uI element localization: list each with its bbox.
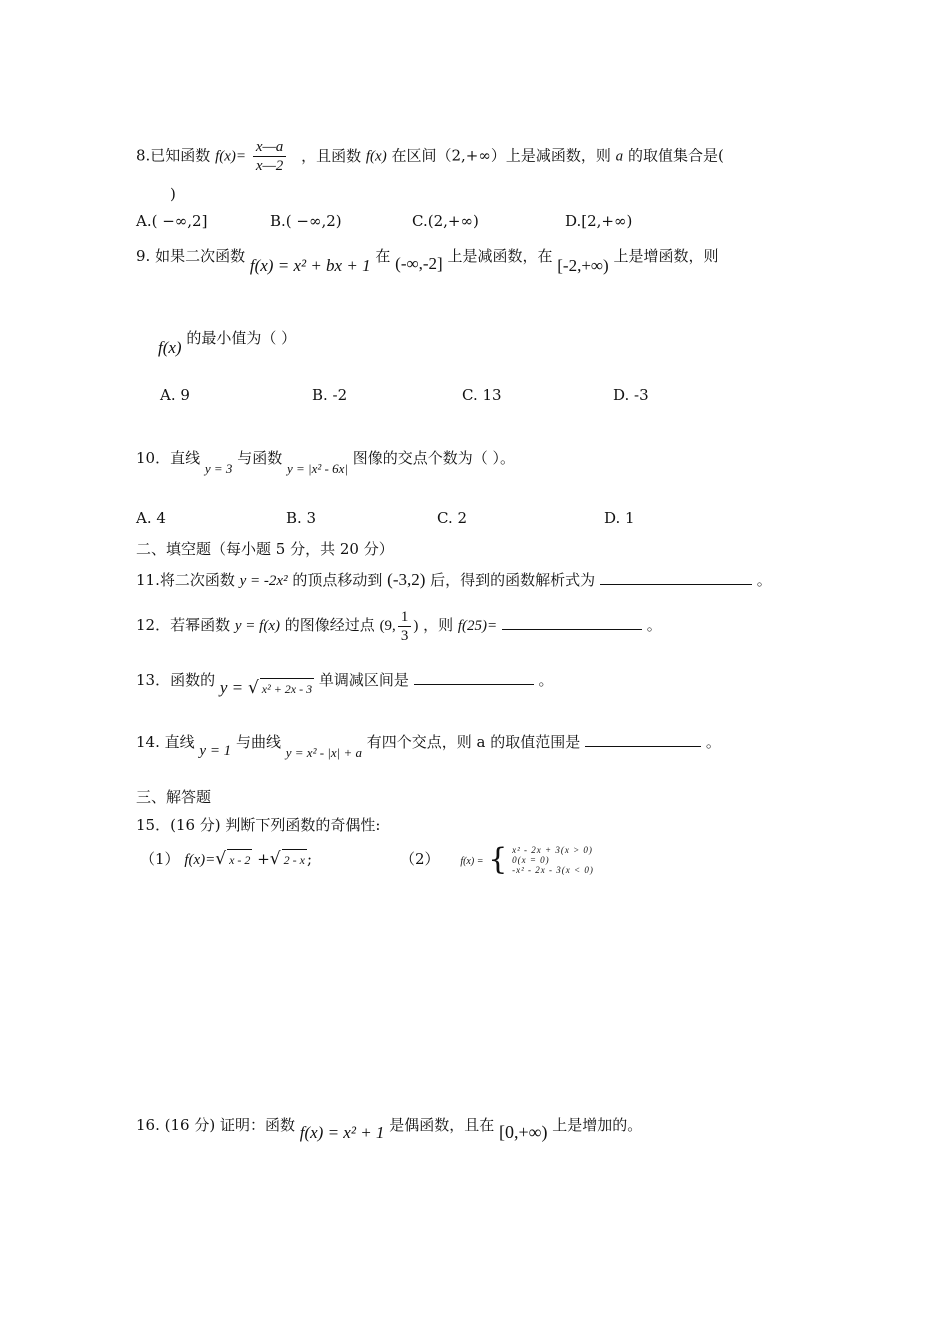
q9-prefix: 9. 如果二次函数 <box>136 247 246 265</box>
q8-fraction <box>253 138 287 175</box>
q9-option-d: D. -3 <box>613 386 649 404</box>
q8-close: ) <box>170 185 176 203</box>
q10-option-d: D. 1 <box>604 509 635 527</box>
q9-fx: f(x) <box>158 338 182 357</box>
q12-prefix: 12．若幂函数 <box>136 616 231 634</box>
q13-sqrt <box>248 679 314 697</box>
section-fill-in: 二、填空题（每小题 5 分，共 20 分） <box>136 540 394 558</box>
q10-option-b: B. 3 <box>286 509 317 527</box>
q9-suffix: 上是增函数，则 <box>613 247 719 265</box>
q8-mid2: 在区间（2,+∞）上是减函数，则 <box>391 146 611 165</box>
q14-mid: 与曲线 <box>235 733 281 751</box>
q8-denominator: x—2 <box>255 158 284 174</box>
q14-prefix: 14. 直线 <box>136 733 195 751</box>
q12-point-close: ) <box>413 618 419 634</box>
q12-numerator: 1 <box>398 608 412 627</box>
q9-line1 <box>136 246 719 275</box>
q15-p1-label: （1） <box>140 850 180 868</box>
q16-mid: 是偶函数，且在 <box>389 1116 495 1134</box>
q12-expr: y = f(x) <box>234 618 280 634</box>
q8-a: a <box>615 148 624 165</box>
q13-end: 。 <box>538 671 554 689</box>
q9-option-a: A. 9 <box>160 386 190 404</box>
q12-mid: 的图像经过点 <box>284 616 375 634</box>
q11-answer-blank[interactable] <box>600 570 752 585</box>
q8-suffix: 的取值集合是( <box>627 146 724 165</box>
q12-point-open: (9, <box>379 618 396 634</box>
q15-title: 15．(16 分) 判断下列函数的奇偶性: <box>136 816 381 834</box>
sqrt-icon: √ <box>215 849 227 869</box>
q10-option-c: C. 2 <box>437 509 468 527</box>
q9-mid: 上是减函数，在 <box>447 247 553 265</box>
q15-p2-row1: x² - 2x + 3(x > 0) <box>512 845 593 855</box>
q12-fraction <box>398 608 412 645</box>
q15-part2 <box>400 842 594 879</box>
q13-prefix: 13．函数的 <box>136 671 216 689</box>
q8-numerator: x—a <box>253 138 287 157</box>
q16-interval: [0,+∞) <box>499 1122 548 1142</box>
q14-suffix: 有四个交点，则 a 的取值范围是 <box>366 733 581 751</box>
q13-y: y = <box>219 678 244 697</box>
q12-mid2: ，则 <box>423 616 454 634</box>
q11-prefix: 11.将二次函数 <box>136 571 235 589</box>
q8-prefix: 8.已知函数 <box>136 146 211 165</box>
q12-denominator: 3 <box>400 627 409 644</box>
q9-expr: f(x) = x² + bx + 1 <box>249 256 371 275</box>
q11-mid: 的顶点移动到 <box>292 571 383 589</box>
q10-option-a: A. 4 <box>136 509 166 527</box>
q16-expr: f(x) = x² + 1 <box>299 1123 385 1142</box>
q13-suffix: 单调减区间是 <box>318 671 409 689</box>
sqrt-icon: √ <box>269 849 281 869</box>
q8-mid1: ，且函数 <box>301 146 362 165</box>
q14-end: 。 <box>705 733 721 751</box>
q15-p1-plus: + <box>257 850 270 868</box>
q10-mid: 与函数 <box>237 449 283 467</box>
q9-in: 在 <box>375 247 391 265</box>
q15-p1-radicand1: x - 2 <box>227 849 252 870</box>
q14-eq2: y = x² - |x| + a <box>285 745 362 760</box>
q9-line2 <box>158 328 297 357</box>
q15-p2-fx: f(x) = <box>460 856 484 867</box>
q10-eq1: y = 3 <box>204 461 233 476</box>
q12-answer-blank[interactable] <box>502 615 642 630</box>
q8-option-d: D.[2,+∞) <box>565 212 633 230</box>
q15-p2-row2: 0(x = 0) <box>512 855 550 865</box>
q10-suffix: 图像的交点个数为（ ）。 <box>352 449 516 467</box>
q15-p2-row3: -x² - 2x - 3(x < 0) <box>512 865 594 875</box>
q8-option-b: B.( −∞,2) <box>270 212 342 230</box>
q8-option-a: A.( −∞,2] <box>136 212 208 230</box>
q15-p2-label: （2） <box>400 850 440 868</box>
q9-option-c: C. 13 <box>462 386 502 404</box>
q12-value: f(25)= <box>457 618 498 634</box>
q16-suffix: 上是增加的。 <box>552 1116 643 1134</box>
q9-option-b: B. -2 <box>312 386 348 404</box>
q12-end: 。 <box>646 616 662 634</box>
brace-icon: { <box>488 842 508 877</box>
q9-line2-text: 的最小值为（ ） <box>186 329 297 347</box>
q14-answer-blank[interactable] <box>585 732 701 747</box>
q14-line <box>136 732 721 760</box>
q15-p1-fx: f(x)= <box>184 852 216 868</box>
q16-prefix: 16. (16 分) 证明：函数 <box>136 1116 295 1134</box>
q9-interval2: [-2,+∞) <box>557 256 609 275</box>
q11-end: 。 <box>756 571 772 589</box>
q12-line <box>136 607 662 645</box>
q13-answer-blank[interactable] <box>414 670 534 685</box>
q15-p1-end: ; <box>306 850 313 868</box>
q11-expr: y = -2x² <box>239 573 288 589</box>
q15-p1-radicand2: 2 - x <box>282 849 307 870</box>
q8-fx2: f(x) <box>365 148 387 165</box>
q8-option-c: C.(2,+∞) <box>412 212 479 230</box>
q10-line <box>136 448 516 476</box>
q13-line <box>136 670 554 698</box>
sqrt-icon: √ <box>247 678 259 698</box>
q9-interval1: (-∞,-2] <box>395 254 443 273</box>
q11-point: (-3,2) <box>387 570 426 589</box>
q15-part1 <box>140 849 312 870</box>
q10-prefix: 10．直线 <box>136 449 201 467</box>
q16-line <box>136 1114 643 1142</box>
q8-fx: f(x)= <box>215 148 247 165</box>
q10-eq2: y = |x² - 6x| <box>287 461 348 476</box>
section-solutions: 三、解答题 <box>136 788 212 806</box>
q13-radicand: x² + 2x - 3 <box>260 678 314 699</box>
q11-line <box>136 570 772 591</box>
q15-p2-piecewise <box>512 845 594 875</box>
q8-line1 <box>136 138 724 175</box>
q14-eq1: y = 1 <box>199 743 232 759</box>
q11-suffix: 后，得到的函数解析式为 <box>430 571 596 589</box>
